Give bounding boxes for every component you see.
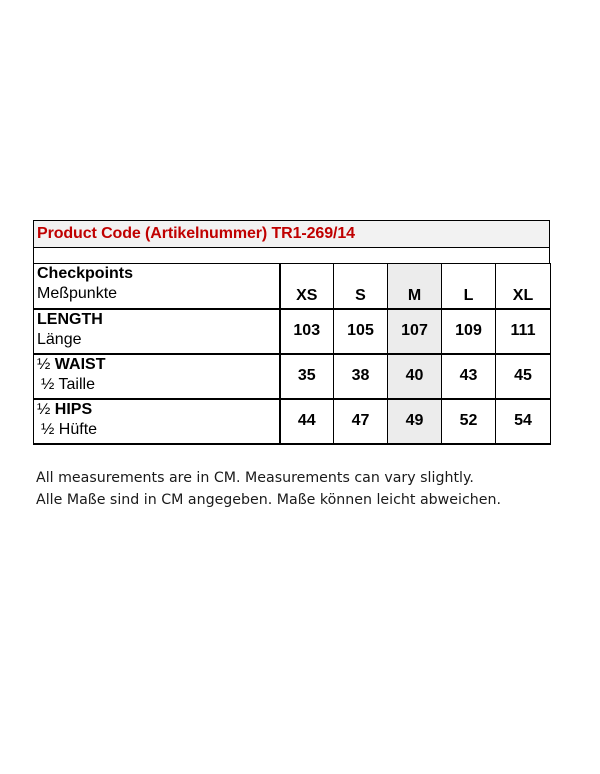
note-german: Alle Maße sind in CM angegeben. Maße können leicht abweichen. (36, 492, 501, 508)
hips-label: HIPS (54, 400, 93, 418)
size-chart (33, 220, 550, 445)
hips-xl-value: 54 (496, 399, 551, 444)
waist-xl-value: 45 (496, 354, 551, 399)
waist-label: WAIST (54, 355, 106, 373)
size-table (33, 263, 551, 445)
waist-m-value: 40 (388, 354, 442, 399)
length-m-value: 107 (388, 309, 442, 354)
size-header-s: S (334, 264, 388, 309)
length-label-cell (34, 309, 280, 354)
size-header-l: L (442, 264, 496, 309)
product-code-title: Product Code (Artikelnummer) TR1-269/14 (33, 220, 550, 248)
table-row-length (34, 309, 551, 354)
hips-m-value: 49 (388, 399, 442, 444)
waist-prefix: ½ (37, 355, 55, 373)
waist-l-value: 43 (442, 354, 496, 399)
spacer-row (33, 248, 550, 263)
length-s-value: 105 (334, 309, 388, 354)
hips-label-cell (34, 399, 280, 444)
size-header-m: M (388, 264, 442, 309)
checkpoints-header-cell (34, 264, 280, 309)
table-row-hips (34, 399, 551, 444)
size-header-xl: XL (496, 264, 551, 309)
waist-s-value: 38 (334, 354, 388, 399)
waist-label-cell (34, 354, 280, 399)
messpunkte-label: Meßpunkte (37, 285, 118, 302)
waist-xs-value: 35 (280, 354, 334, 399)
size-header-xs: XS (280, 264, 334, 309)
measurement-notes (36, 467, 501, 511)
hips-prefix: ½ (37, 400, 55, 418)
hips-xs-value: 44 (280, 399, 334, 444)
taille-label: ½ Taille (41, 375, 95, 393)
laenge-label: Länge (37, 330, 82, 348)
length-label: LENGTH (37, 310, 103, 328)
huefte-label: ½ Hüfte (41, 420, 98, 438)
checkpoints-label: Checkpoints (37, 265, 134, 282)
note-english: All measurements are in CM. Measurements can vary slightly. (36, 470, 474, 486)
hips-l-value: 52 (442, 399, 496, 444)
length-l-value: 109 (442, 309, 496, 354)
table-header-row (34, 264, 551, 309)
table-row-waist (34, 354, 551, 399)
hips-s-value: 47 (334, 399, 388, 444)
length-xs-value: 103 (280, 309, 334, 354)
length-xl-value: 111 (496, 309, 551, 354)
